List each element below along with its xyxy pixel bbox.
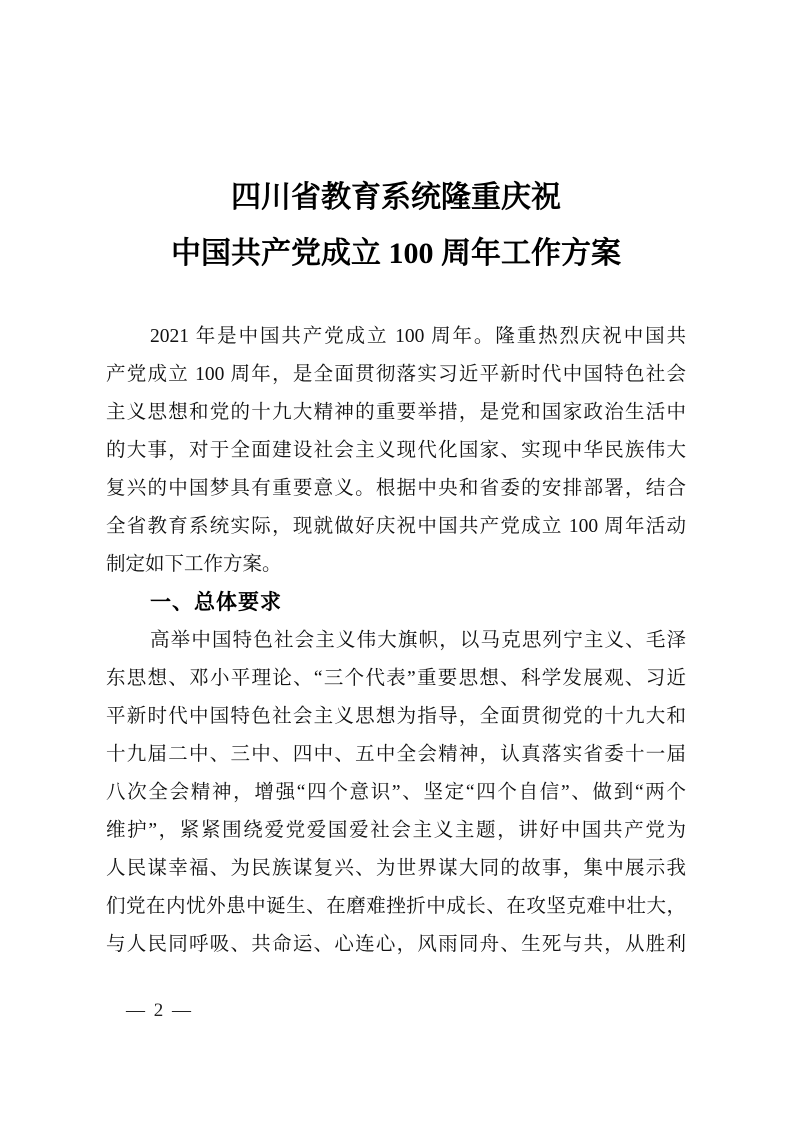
document-title <box>106 170 686 282</box>
page-number: — 2 — <box>126 1000 193 1021</box>
paragraph-line: 复兴的中国梦具有重要意义。根据中央和省委的安排部署，结合 <box>106 478 686 499</box>
paragraph-line: 十九届二中、三中、四中、五中全会精神，认真落实省委十一届 <box>106 744 686 765</box>
section-heading: 一、总体要求 <box>150 591 282 614</box>
paragraph-line: 产党成立 100 周年，是全面贯彻落实习近平新时代中国特色社会 <box>106 364 686 385</box>
paragraph-line: 全省教育系统实际，现就做好庆祝中国共产党成立 100 周年活动 <box>106 516 686 537</box>
paragraph-line: 维护”，紧紧围绕爱党爱国爱社会主义主题，讲好中国共产党为 <box>106 820 686 841</box>
paragraph-line: 东思想、邓小平理论、“三个代表”重要思想、科学发展观、习近 <box>106 668 686 689</box>
paragraph-2 <box>106 622 686 964</box>
paragraph-1 <box>106 318 686 584</box>
paragraph-line: 2021 年是中国共产党成立 100 周年。隆重热烈庆祝中国共 <box>150 326 686 347</box>
paragraph-line: 平新时代中国特色社会主义思想为指导，全面贯彻党的十九大和 <box>106 706 686 727</box>
document-body <box>106 318 686 964</box>
title-line-2: 中国共产党成立 100 周年工作方案 <box>171 237 621 270</box>
paragraph-line: 八次全会精神，增强“四个意识”、坚定“四个自信”、做到“两个 <box>106 782 686 803</box>
paragraph-line: 主义思想和党的十九大精神的重要举措，是党和国家政治生活中 <box>106 402 686 423</box>
paragraph-line: 人民谋幸福、为民族谋复兴、为世界谋大同的故事，集中展示我 <box>106 858 686 879</box>
paragraph-line: 高举中国特色社会主义伟大旗帜，以马克思列宁主义、毛泽 <box>150 630 686 651</box>
paragraph-line: 的大事，对于全面建设社会主义现代化国家、实现中华民族伟大 <box>106 440 686 461</box>
paragraph-line: 与人民同呼吸、共命运、心连心，风雨同舟、生死与共，从胜利 <box>106 934 686 955</box>
paragraph-line: 制定如下工作方案。 <box>106 554 282 575</box>
title-line-1: 四川省教育系统隆重庆祝 <box>231 181 561 214</box>
paragraph-line: 们党在内忧外患中诞生、在磨难挫折中成长、在攻坚克难中壮大， <box>106 896 686 917</box>
